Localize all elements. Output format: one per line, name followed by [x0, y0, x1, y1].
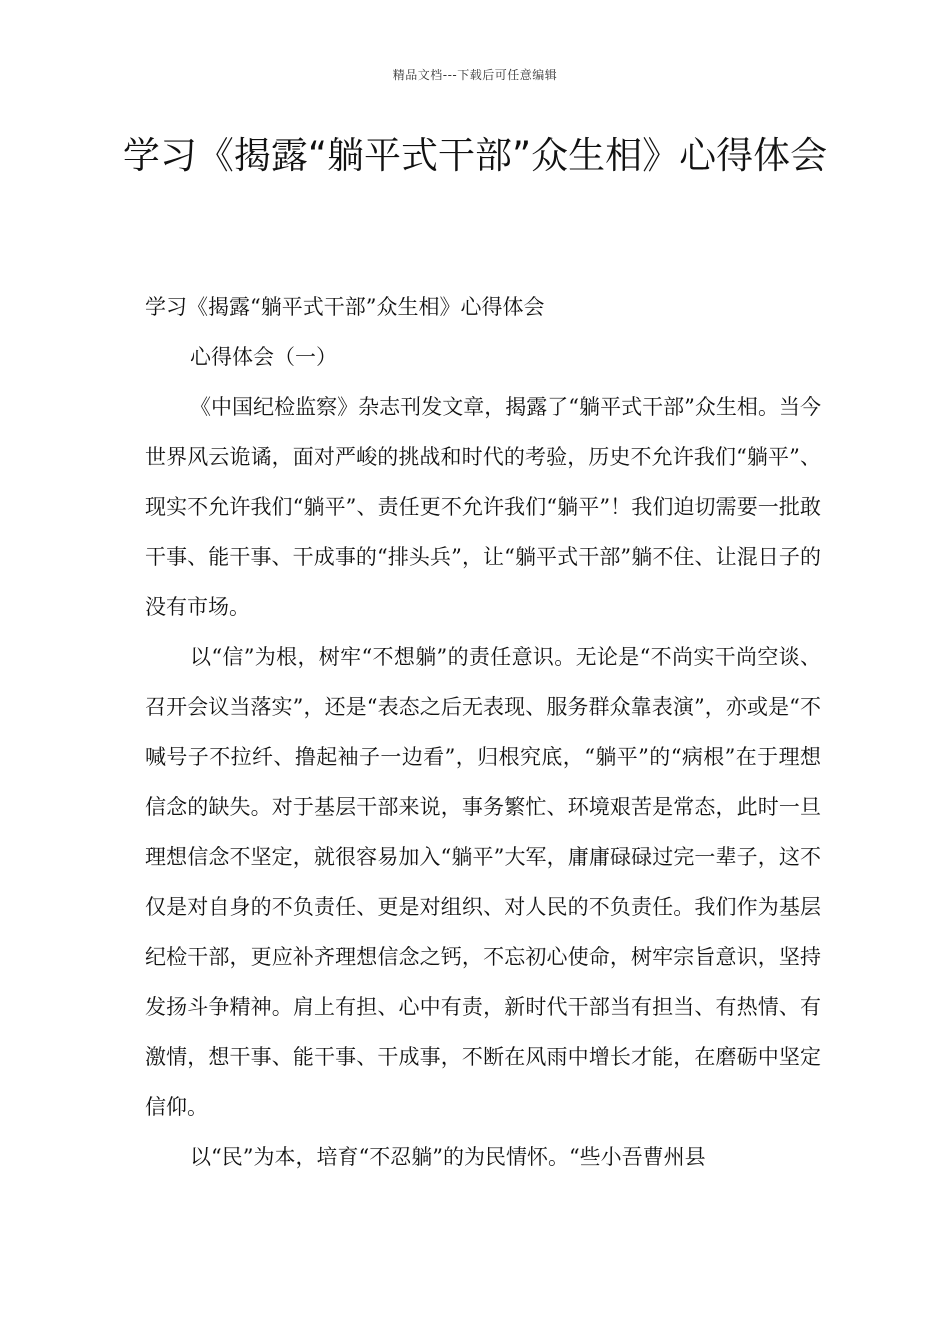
paragraph: 以“民”为本，培育“不忍躺”的为民情怀。“些小吾曹州县	[190, 1145, 706, 1169]
document-body	[145, 282, 821, 1182]
section-heading: 心得体会（一）	[190, 345, 337, 369]
document-subtitle: 学习《揭露“躺平式干部”众生相》心得体会	[145, 295, 545, 319]
paragraph: 以“信”为根，树牢“不想躺”的责任意识。无论是“不尚实干尚空谈、召开会议当落实”，还是“表态之后无表现、服务群众靠表演”，亦或是“不喊号子不拉纤、撸起袖子一边看”，归根究底，“躺平”的“病根”在于理想信念的缺失。对于基层干部来说，事务繁忙、环境艰苦是常态，此时一旦理想信念不坚定，就很容易加入“躺平”大军，庸庸碌碌过完一辈子，这不仅是对自身的不负责任、更是对组织、对人民的不负责任。我们作为基层纪检干部，更应补齐理想信念之钙，不忘初心使命，树牢宗旨意识，坚持发扬斗争精神。肩上有担、心中有责，新时代干部当有担当、有热情、有激情，想干事、能干事、干成事，不断在风雨中增长才能，在磨砺中坚定信仰。	[145, 645, 821, 1119]
document-title: 学习《揭露“躺平式干部”众生相》心得体会	[122, 134, 828, 177]
paragraph: 《中国纪检监察》杂志刊发文章，揭露了“躺平式干部”众生相。当今世界风云诡谲，面对严峻的挑战和时代的考验，历史不允许我们“躺平”、现实不允许我们“躺平”、责任更不允许我们“躺平”！我们迫切需要一批敢干事、能干事、干成事的“排头兵”，让“躺平式干部”躺不住、让混日子的没有市场。	[145, 395, 821, 619]
header-note: 精品文档---下载后可任意编辑	[392, 68, 558, 82]
